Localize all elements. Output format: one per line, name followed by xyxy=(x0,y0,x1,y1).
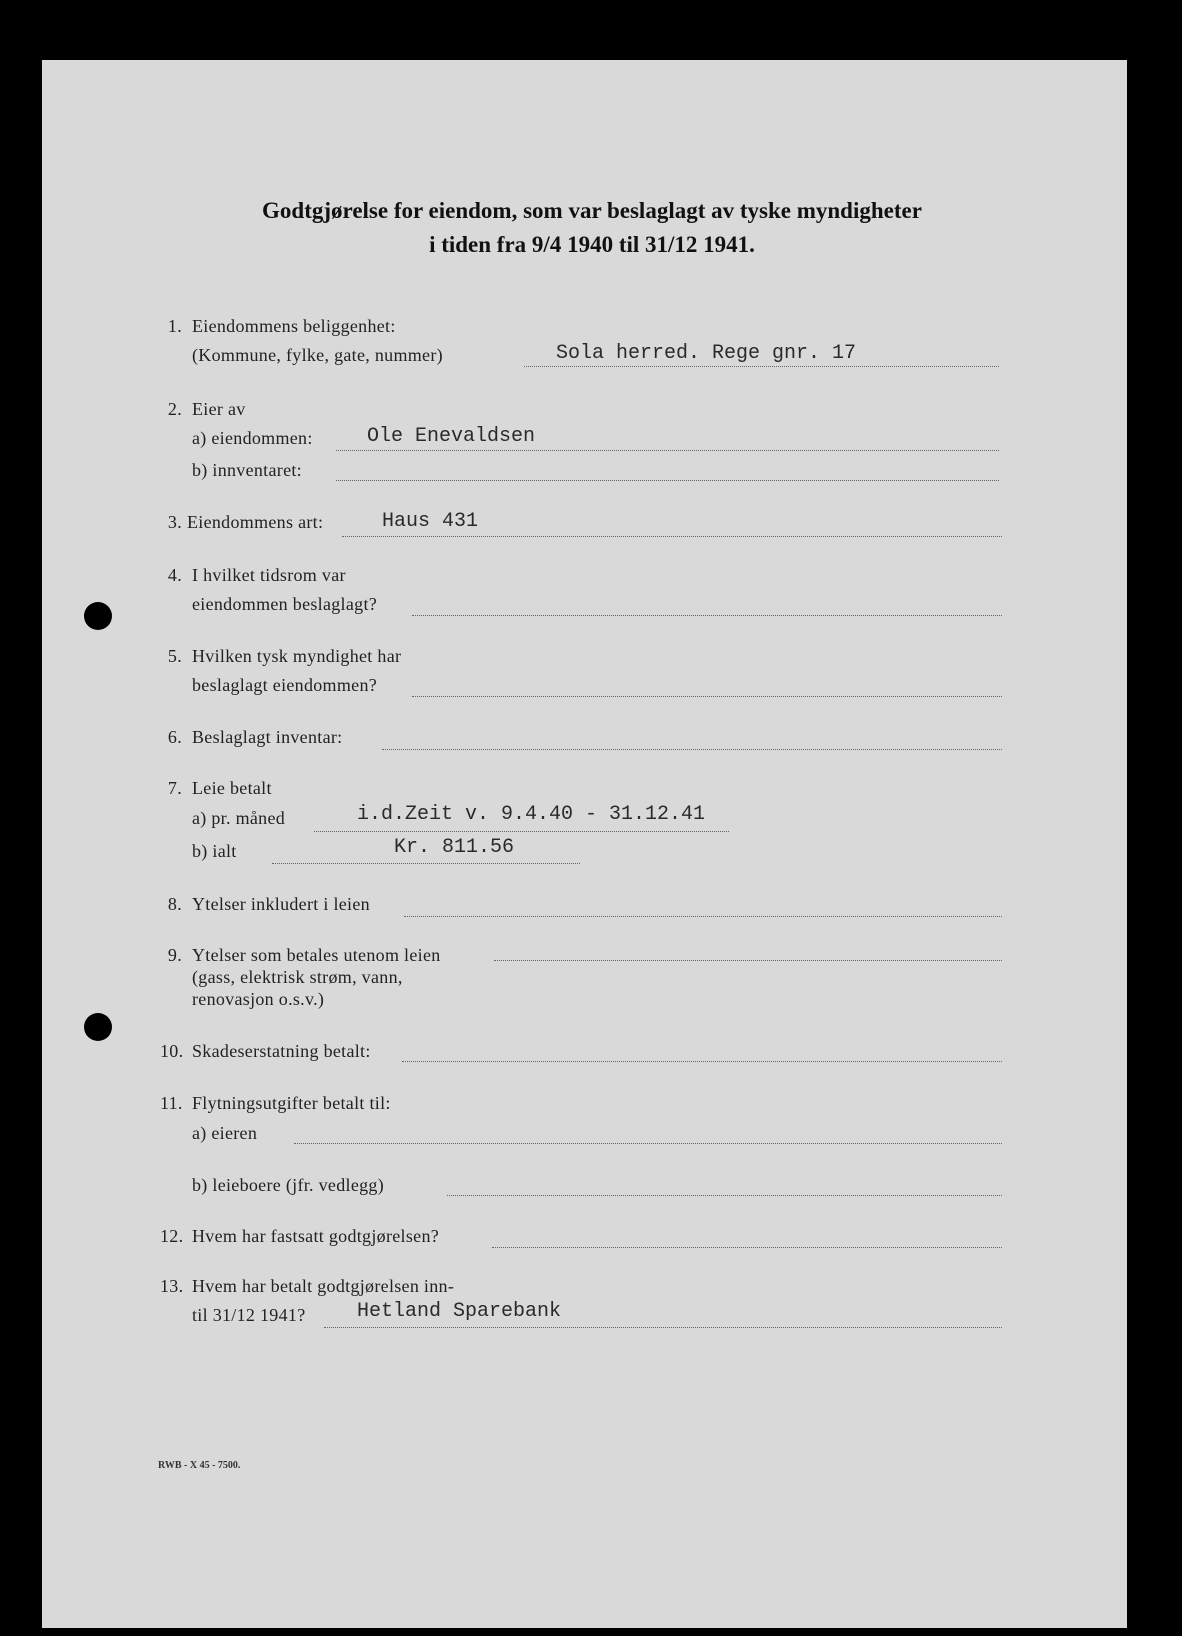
item-13-answer-line xyxy=(324,1327,1002,1328)
item-1-number: 1. xyxy=(167,316,182,336)
item-7b-value: Kr. 811.56 xyxy=(394,836,515,859)
item-1-sublabel: (Kommune, fylke, gate, nummer) xyxy=(192,345,443,365)
item-12-label: Hvem har fastsatt godtgjørelsen? xyxy=(192,1226,440,1246)
item-2b-label: b) innventaret: xyxy=(192,460,302,480)
form-paper xyxy=(42,60,1127,1628)
item-3-value: Haus 431 xyxy=(382,510,479,533)
item-6-answer-line xyxy=(382,749,1002,750)
item-11b-answer-line xyxy=(447,1195,1002,1196)
form-title-line2: i tiden fra 9/4 1940 til 31/12 1941. xyxy=(429,232,755,257)
form-title-line1: Godtgjørelse for eiendom, som var beslaglagt av tyske myndigheter xyxy=(262,198,922,223)
item-5-label-cont: beslaglagt eiendommen? xyxy=(192,675,378,695)
item-7-label: Leie betalt xyxy=(192,778,272,798)
item-1-answer-line xyxy=(524,366,999,367)
item-2b-answer-line xyxy=(336,480,999,481)
item-3-number: 3. xyxy=(167,512,182,532)
item-8-label: Ytelser inkludert i leien xyxy=(192,894,370,914)
item-7-number: 7. xyxy=(167,778,182,798)
item-13-label-cont: til 31/12 1941? xyxy=(192,1305,306,1325)
item-1-label: Eiendommens beliggenhet: xyxy=(192,316,396,336)
item-5-answer-line xyxy=(412,696,1002,697)
item-9-label-cont2: renovasjon o.s.v.) xyxy=(192,989,325,1009)
item-2-number: 2. xyxy=(167,399,182,419)
item-4-label: I hvilket tidsrom var xyxy=(192,565,346,585)
item-12-number: 12. xyxy=(160,1226,184,1246)
item-2a-label: a) eiendommen: xyxy=(192,428,313,448)
item-7b-answer-line xyxy=(272,863,580,864)
item-11a-label: a) eieren xyxy=(192,1123,258,1143)
item-10-number: 10. xyxy=(160,1041,184,1061)
item-4-label-cont: eiendommen beslaglagt? xyxy=(192,594,378,614)
item-10-label: Skadeserstatning betalt: xyxy=(192,1041,371,1061)
item-9-number: 9. xyxy=(167,945,182,965)
punch-hole-bottom xyxy=(84,1013,112,1041)
item-11-number: 11. xyxy=(160,1093,183,1113)
item-6-number: 6. xyxy=(167,727,182,747)
item-7b-label: b) ialt xyxy=(192,841,237,861)
item-7a-answer-line xyxy=(314,831,729,832)
item-13-label: Hvem har betalt godtgjørelsen inn- xyxy=(192,1276,455,1296)
item-13-number: 13. xyxy=(160,1276,184,1296)
item-5-number: 5. xyxy=(167,646,182,666)
item-10-answer-line xyxy=(402,1061,1002,1062)
item-7a-value: i.d.Zeit v. 9.4.40 - 31.12.41 xyxy=(357,803,706,826)
item-3-answer-line xyxy=(342,536,1002,537)
item-9-label-cont: (gass, elektrisk strøm, vann, xyxy=(192,967,403,987)
item-2-label: Eier av xyxy=(192,399,246,419)
item-13-value: Hetland Sparebank xyxy=(357,1300,562,1323)
item-12-answer-line xyxy=(492,1247,1002,1248)
item-9-answer-line xyxy=(494,960,1002,961)
item-4-number: 4. xyxy=(167,565,182,585)
item-9-label: Ytelser som betales utenom leien xyxy=(192,945,441,965)
item-2a-answer-line xyxy=(336,450,999,451)
item-5-label: Hvilken tysk myndighet har xyxy=(192,646,402,666)
item-6-label: Beslaglagt inventar: xyxy=(192,727,343,747)
item-11a-answer-line xyxy=(294,1143,1002,1144)
item-3-label: Eiendommens art: xyxy=(187,512,324,532)
item-1-value: Sola herred. Rege gnr. 17 xyxy=(556,342,857,365)
item-7a-label: a) pr. måned xyxy=(192,808,286,828)
item-11-label: Flytningsutgifter betalt til: xyxy=(192,1093,391,1113)
item-8-answer-line xyxy=(404,916,1002,917)
print-code: RWB - X 45 - 7500. xyxy=(158,1460,241,1471)
item-2a-value: Ole Enevaldsen xyxy=(367,425,536,448)
punch-hole-top xyxy=(84,602,112,630)
item-8-number: 8. xyxy=(167,894,182,914)
item-4-answer-line xyxy=(412,615,1002,616)
item-11b-label: b) leieboere (jfr. vedlegg) xyxy=(192,1175,385,1195)
